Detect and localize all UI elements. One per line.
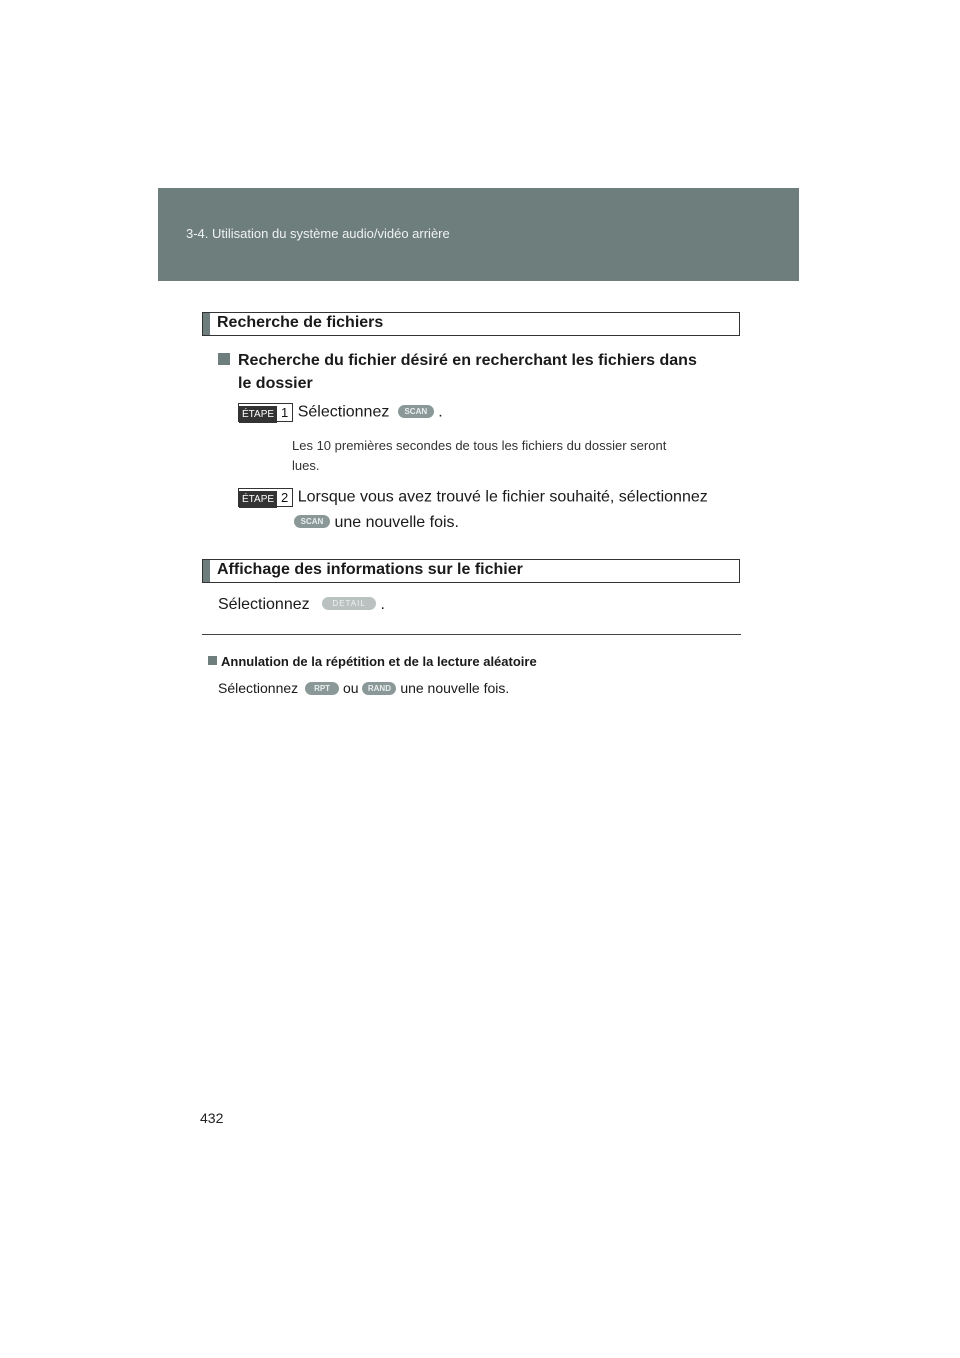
step-1: ÉTAPE 1 Sélectionnez SCAN .	[238, 403, 443, 422]
section-accent	[203, 560, 210, 582]
scan-button[interactable]: SCAN	[398, 405, 434, 418]
section-heading-affichage	[202, 559, 740, 583]
step-badge: ÉTAPE 1	[238, 403, 293, 422]
scan-button[interactable]: SCAN	[294, 515, 330, 528]
subheading-line1: Recherche du fichier désiré en recherchant les fichiers dans	[238, 352, 697, 369]
divider	[202, 634, 741, 635]
step-1-text: Sélectionnez	[297, 403, 390, 421]
rpt-button[interactable]: RPT	[305, 682, 339, 695]
step-2-line2: SCAN une nouvelle fois.	[294, 514, 459, 532]
section-title: Recherche de fichiers	[217, 314, 384, 331]
note-text: Sélectionnez RPT ou RAND une nouvelle fois.	[218, 680, 510, 696]
note-line1: Les 10 premières secondes de tous les fichiers du dossier seront	[292, 438, 667, 453]
subheading-line2: le dossier	[238, 375, 313, 392]
page-number: 432	[200, 1110, 224, 1126]
step-2	[238, 488, 708, 507]
section-heading-recherche	[202, 312, 740, 336]
subheading	[218, 352, 697, 370]
rand-button[interactable]: RAND	[362, 682, 396, 695]
note-heading: Annulation de la répétition et de la lecture aléatoire	[208, 654, 537, 669]
chapter-header-band	[158, 188, 799, 281]
square-bullet-icon	[208, 656, 217, 665]
step-badge: ÉTAPE 2	[238, 488, 293, 507]
chapter-title: 3-4. Utilisation du système audio/vidéo arrière	[186, 226, 450, 241]
detail-button[interactable]: DETAIL	[322, 597, 376, 610]
section2-instruction: Sélectionnez DETAIL .	[218, 596, 385, 613]
step-2-text: Lorsque vous avez trouvé le fichier souhaité, sélectionnez	[297, 488, 708, 506]
section-accent	[203, 313, 210, 335]
note-line2: lues.	[292, 458, 320, 473]
section-title: Affichage des informations sur le fichier	[217, 561, 523, 578]
square-bullet-icon	[218, 353, 230, 365]
